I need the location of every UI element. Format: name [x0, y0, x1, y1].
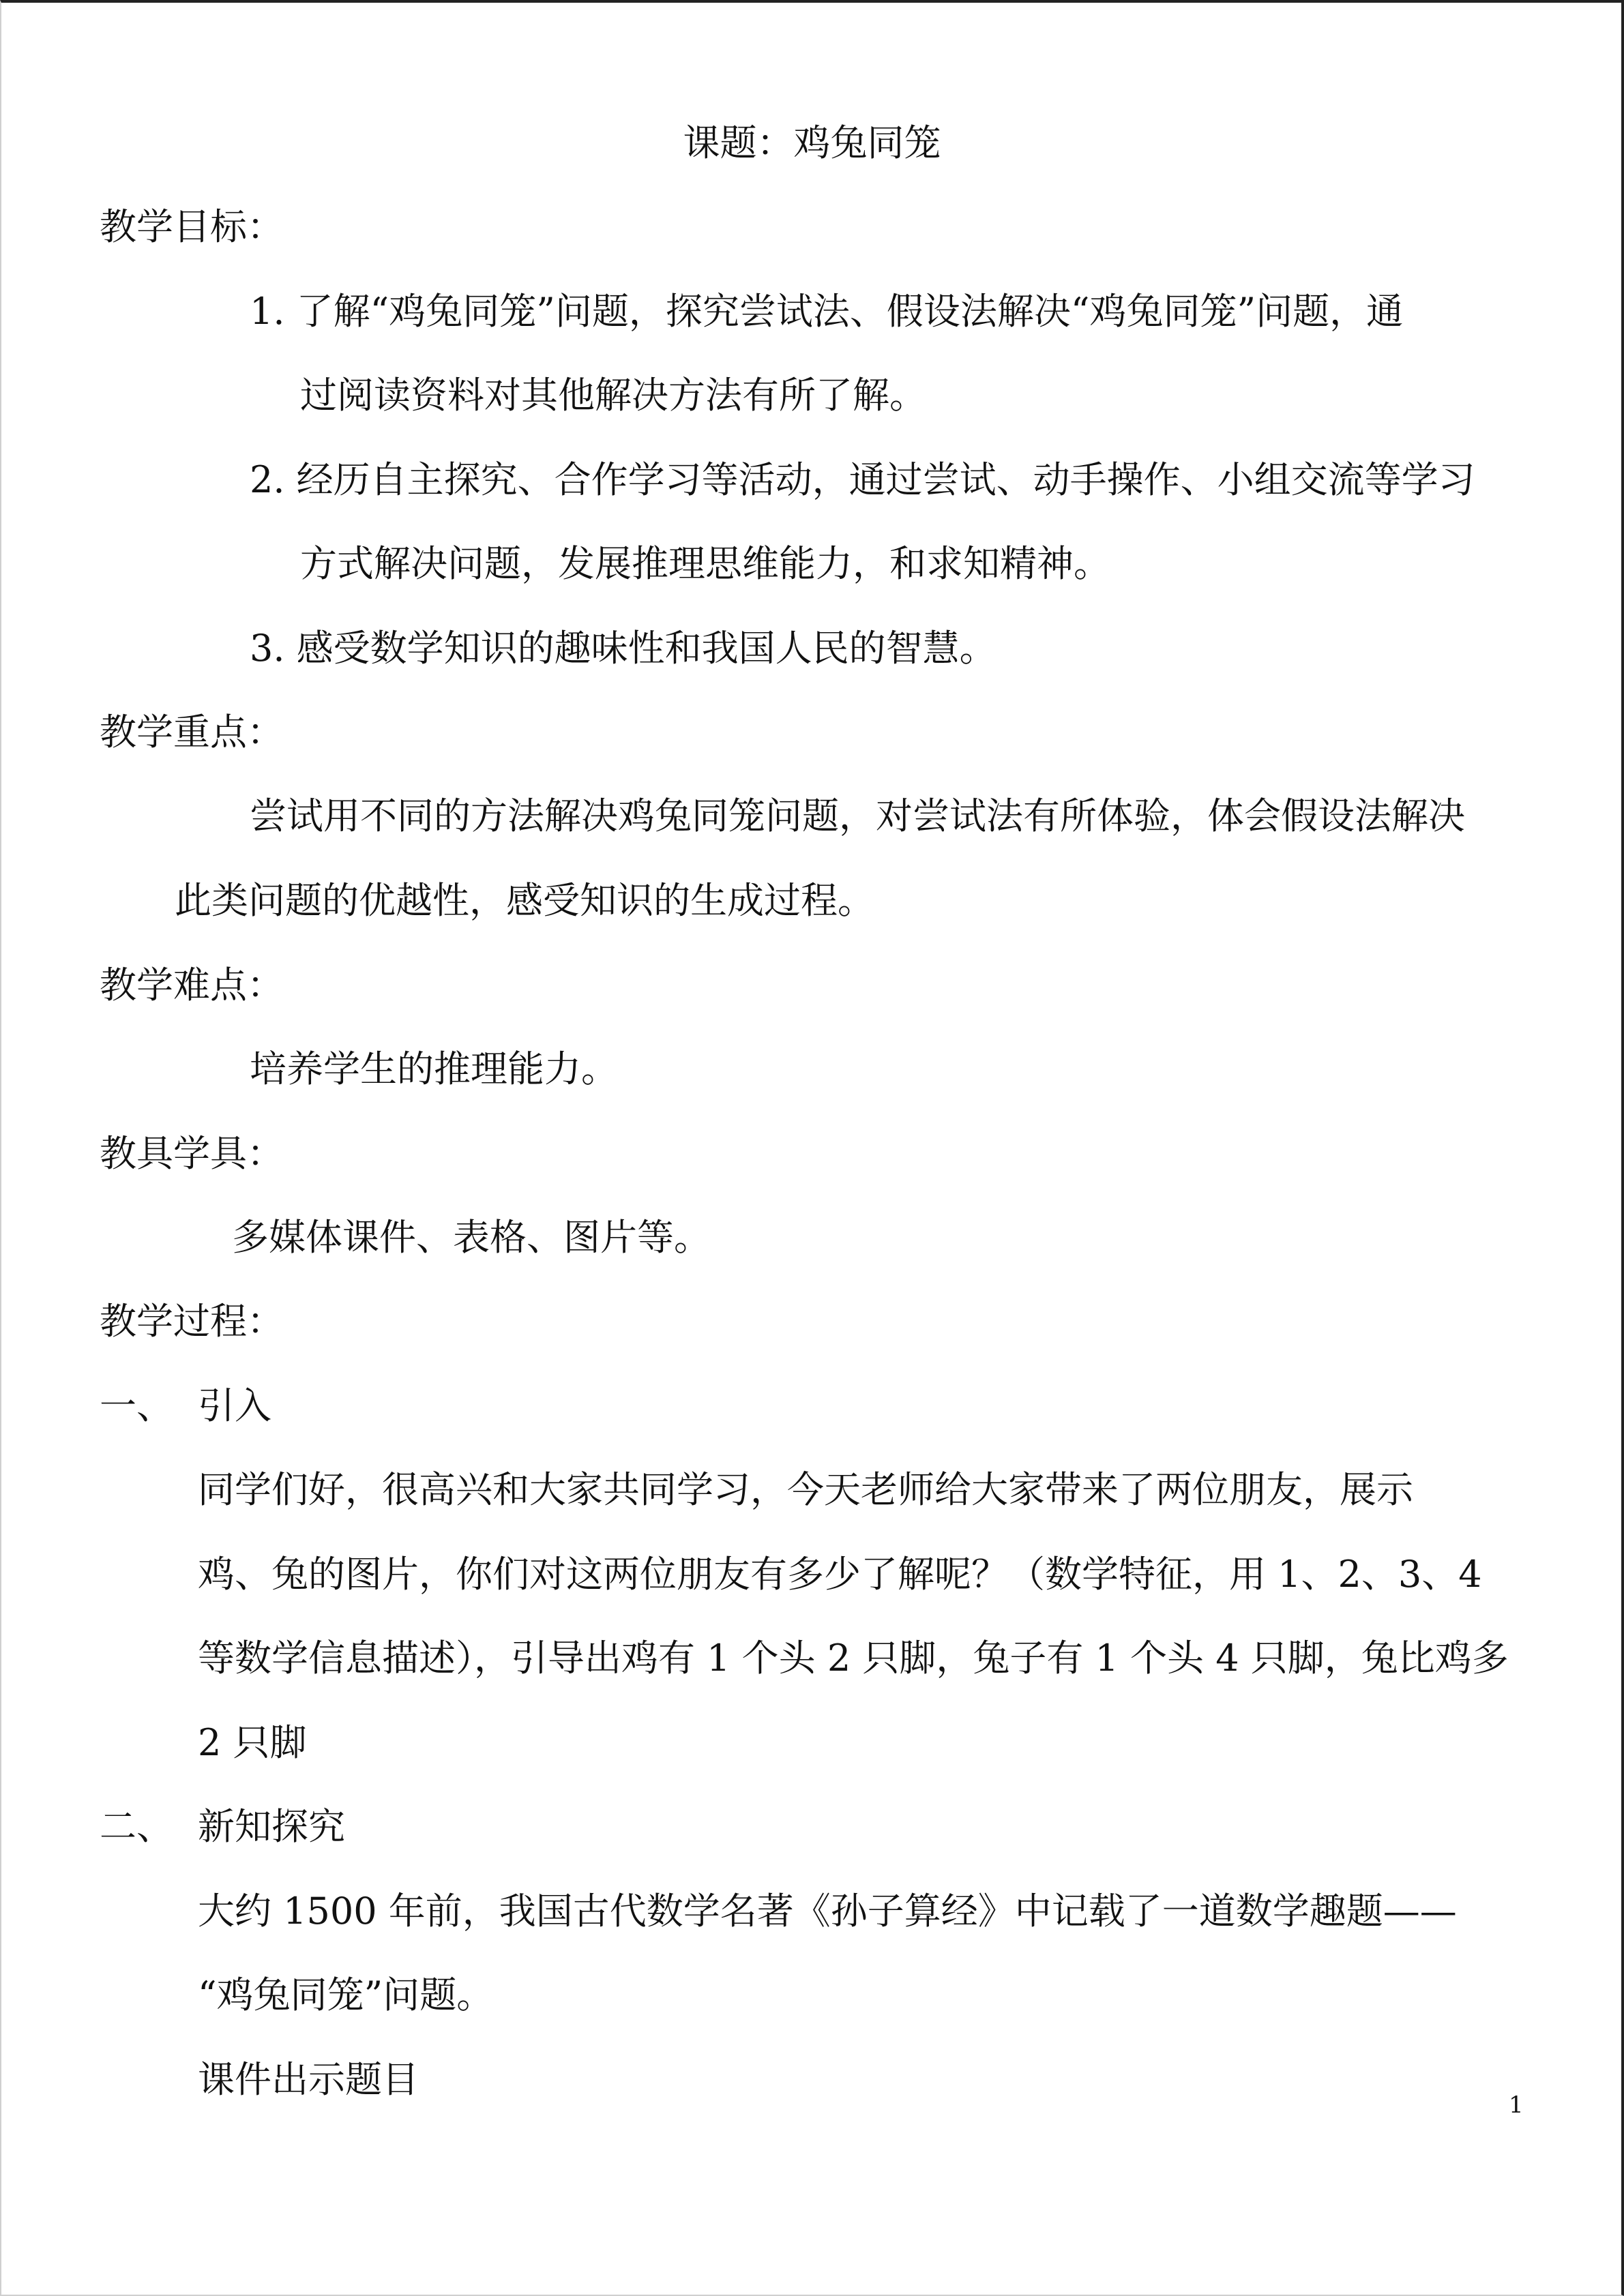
- section-2-number: 二、: [100, 1805, 173, 1848]
- page-title: 课题：鸡兔同笼: [683, 121, 941, 164]
- section-1-title: 引入: [198, 1384, 271, 1427]
- objective-1-line-2: 过阅读资料对其他解决方法有所了解。: [300, 374, 926, 417]
- section-1-line-3: 等数学信息描述），引导出鸡有 1 个头 2 只脚，兔子有 1 个头 4 只脚，兔比鸡多: [198, 1637, 1509, 1680]
- tools-heading: 教具学具：: [100, 1132, 284, 1175]
- key-points-heading: 教学重点：: [100, 711, 284, 754]
- difficulties-line-1: 培养学生的推理能力。: [250, 1047, 618, 1090]
- objective-2-line-2: 方式解决问题，发展推理思维能力，和求知精神。: [300, 542, 1110, 585]
- section-1-line-4: 2 只脚: [198, 1721, 307, 1764]
- page-number: 1: [1509, 2091, 1524, 2119]
- section-2-line-2: “鸡兔同笼”问题。: [198, 1973, 494, 2016]
- section-1-line-1: 同学们好，很高兴和大家共同学习，今天老师给大家带来了两位朋友，展示: [198, 1468, 1413, 1511]
- objective-3-line-1: 3. 感受数学知识的趣味性和我国人民的智慧。: [250, 627, 996, 670]
- section-1-line-2: 鸡、兔的图片，你们对这两位朋友有多少了解呢？（数学特征，用 1、2、3、4: [198, 1553, 1482, 1596]
- difficulties-heading: 教学难点：: [100, 964, 284, 1007]
- section-2-line-1: 大约 1500 年前，我国古代数学名著《孙子算经》中记载了一道数学趣题——: [198, 1890, 1457, 1933]
- objective-2-line-1: 2. 经历自主探究、合作学习等活动，通过尝试、动手操作、小组交流等学习: [250, 458, 1475, 501]
- section-2-line-3: 课件出示题目: [198, 2058, 419, 2101]
- objective-1-line-1: 1. 了解“鸡兔同笼”问题，探究尝试法、假设法解决“鸡兔同笼”问题，通: [250, 290, 1404, 333]
- section-1-number: 一、: [100, 1384, 173, 1427]
- section-2-title: 新知探究: [198, 1805, 345, 1848]
- key-points-line-1: 尝试用不同的方法解决鸡兔同笼问题，对尝试法有所体验，体会假设法解决: [250, 794, 1465, 837]
- key-points-line-2: 此类问题的优越性，感受知识的生成过程。: [175, 879, 874, 922]
- tools-line-1: 多媒体课件、表格、图片等。: [232, 1216, 711, 1259]
- objectives-heading: 教学目标：: [100, 205, 284, 248]
- process-heading: 教学过程：: [100, 1300, 284, 1343]
